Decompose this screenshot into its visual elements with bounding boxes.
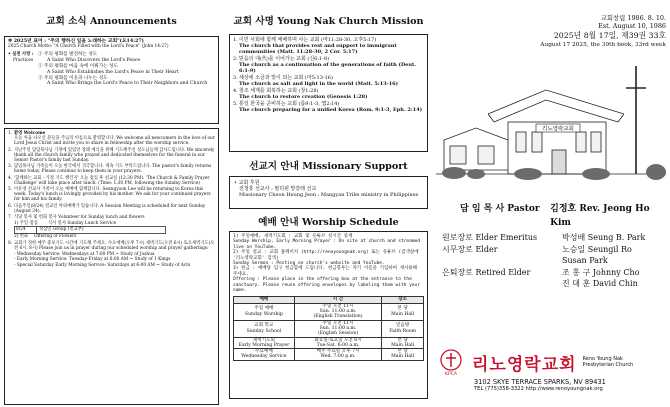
table-row: 새벽기도회 Early Morning Prayer 화요일-토요일 오전 6시 Tue-Sat. 6:00 a.m. 본 당 Main Hall xyxy=(234,337,424,349)
staff-row: 은퇴장로 Retired Elder 조 홍 구 Johnny Cho xyxy=(442,267,640,277)
church-address: 3102 SKYE TERRACE SPARKS, NV 89431 xyxy=(474,378,606,386)
volunteer-table xyxy=(8,221,215,239)
kpca-badge: KPCA xyxy=(445,372,457,376)
theme-line-en: 2025 Church Motto: "A Church Filled with the Lord's Peace" (John 14:27) xyxy=(8,44,169,50)
church-contact[interactable]: TEL (775)358-3322 http://www.renoyoungnak.org xyxy=(474,386,603,392)
practice-head: • 실천 사항 : xyxy=(8,52,34,58)
theme-box xyxy=(4,36,219,124)
practice-1-en: A Saint Who Discovers the Lord's Peace xyxy=(47,58,141,64)
announcement-list xyxy=(4,128,219,405)
practice-label: Practices xyxy=(13,57,34,63)
church-name-en: Reno Young Nak Presbyterian Church xyxy=(582,356,634,368)
roof-line xyxy=(488,90,624,114)
missionary-box: • 교회 후원 전청흥 선교사 : 필리핀 망갈레 선교 Missionary Cheon Heung Jeon : Mangyan Tribe ministry in Philippines xyxy=(229,176,428,209)
practice-2-en: A Saint Who Establishes the Lord's Peace in Their Heart xyxy=(47,69,179,75)
staff-list xyxy=(442,202,666,290)
announcement-item: 6. 다음주일(8/24) 전교인 야외예배가 있습니다. A Session Meeting is scheduled for next Sunday (August 24). xyxy=(8,203,206,214)
staff-row: 원로장로 Elder Emeritus 박성배 Seung B. Park xyxy=(442,233,646,242)
worship-notes: 1) 주일예배, 새벽기도회 : 교회 및 유튜브 실시간 중계 Sunday Worship, Early Morning Prayer : On site at church and streamed live on YouTube. 2) 주일 설교 : 교회 홈페이지 (http://renoyoungnak.org) 또는 유튜브 (검색창에 '리노영락교회' 검색) Sunday Sermon : Posting on church's website and YouTube. 3) 헌금 : 예배당 입구 헌금함에 드립니다. 헌금봉투는 자기 이름을 기입하여 재사용해 주세요. Offering : Please place in the offering box at the entrance to the sanctuary. Please reuse offering envelopes by labeling them with your name. xyxy=(233,234,420,294)
building-sign: 리노영락교회 xyxy=(542,126,574,133)
mission-item: 1. 이민 사회에 함께 예배하며 사는 교회 (마11:28-30, 고후5:17) The church that provides rest and support to immigrant communities (Matt. 11:28-30, 2 Cor. 5:17) xyxy=(233,37,397,55)
cover-column xyxy=(436,0,666,392)
col-place: 장소 xyxy=(382,297,424,303)
missionary-title: 선교지 안내 Missionary Support xyxy=(249,161,408,172)
worship-title: 예배 안내 Worship Schedule xyxy=(258,217,399,228)
theme-line-ko: 2025년 표어 : "주의 행하신 일을 노래하는 교회"(요14:27) xyxy=(13,38,144,44)
volunteer-row: 8/24 정삼연 Group (친교부) xyxy=(14,226,166,233)
issue-date-ko: 2025년 8월 17일, 제39권 33호 xyxy=(553,31,666,40)
col-service: 예배 xyxy=(234,297,295,303)
table-row: 교회 학교 Sunday School 주일 오전 11시 Sun. 11:00 a.m. (English Session) 믿음방 Faith Room xyxy=(234,320,424,337)
announcement-item: 7. 식당 봉사 및 헌화 봉사 Volunteer for Sunday lunch and flowers xyxy=(8,215,145,221)
header-info xyxy=(436,14,666,49)
pastor-row: 담 임 목 사 Pastor 김정호 Rev. Jeong Ho Kim xyxy=(460,204,650,228)
announcement-item: 4. '함께하는 교회 - 가정 기도 챌린지' 오늘 점심 후 친교실 (12:30 PM). 'The Church & Family Prayer Challenge' will take place after lunch. (Time: 1:30 PM, following the Sunday Service) xyxy=(8,175,210,186)
practice-1-ko: ① 주의 평화를 발견하는 성도 xyxy=(38,52,98,58)
church-footer xyxy=(436,348,666,392)
worship-table xyxy=(233,296,424,360)
church-name-ko: 리노영락교회 xyxy=(472,354,577,375)
mission-item: 2. 믿음의 대(代)를 이어가는 교회 (신6:1-9) The church as a continuation of the generations of faith (Deut. 6:1-9) xyxy=(233,56,417,74)
star-icon: ✲ xyxy=(8,38,14,44)
mission-item: 5. 통일 한국을 준비하는 교회 (롬9:1-3, 엡2:14) The church preparing for a unified Korea (Rom. 9:1-3, Eph. 2:14) xyxy=(233,101,423,113)
schedule-notes: - Wednesday Service: Wednesdays at 7:00 PM ~ Study of Joshua - Early Morning Service: Tuesday-Friday at 6:00 AM ~ Study of 1 Kings - Special Saturday Early Morning Service: Saturdays at 6:00 AM ~ Study of Acts xyxy=(14,252,191,268)
mission-item: 3. 세상에 소금과 빛이 되는 교회 (마5:13-16) The church as salt and light in the world (Matt. 5:13-16) xyxy=(233,75,399,87)
announcements-title: 교회 소식 Announcements xyxy=(46,16,177,27)
middle-column xyxy=(229,0,428,399)
staff-row: 시무장로 Elder 노승일 Seungil Ro xyxy=(442,244,632,254)
announcement-item: 5. 이유경 선교사 가족이 오늘 예배에 함께합니다. Seungyoon Lee will be returning to Korea this week. Today's lunch is lovingly provided by his mother. We ask for your continued prayers for him and his family. xyxy=(8,187,211,203)
volunteer-row: 1) 주일 점심 식사 봉사 Sunday Lunch Service xyxy=(14,221,117,227)
practice-3-ko: ③ 주의 평화를 이웃과 나누는 성도 xyxy=(38,75,108,81)
col-time: 시 간 xyxy=(294,297,381,303)
founded-en: Est. August 10, 1986 xyxy=(598,22,666,30)
staff-row: 진 대 훈 David Chin xyxy=(562,279,638,288)
announcement-item: 1. 환영 Welcome 오늘 처음 나오신 분들을 주님의 이름으로 환영합니다. We welcome all newcomers in the love of our Lord Jesus Christ and invite you to share in fellowship after the worship service. xyxy=(8,131,215,147)
kpca-logo xyxy=(436,348,466,376)
staff-row: Susan Park xyxy=(562,256,608,265)
mission-item: 4. 창조 세계를 회복하는 교회 (창1:28) The church to restore creation (Genesis 1:28) xyxy=(233,88,368,100)
practice-2-ko: ② 주의 평화를 마음 속에 이뤄가는 성도 xyxy=(38,64,118,69)
mission-box xyxy=(229,34,428,152)
announcements-column xyxy=(4,0,219,405)
worship-box xyxy=(229,231,428,399)
volunteer-row: 2) 헌화 Offering of Flowers xyxy=(14,233,77,239)
table-row: 수요예배 Wednesday Service 매주 수요일 오후 7시 Wed. 7:00 p.m. 본 당 Main Hall xyxy=(234,349,424,361)
church-illustration xyxy=(436,62,666,182)
mission-title: 교회 사명 Young Nak Church Mission xyxy=(233,16,424,27)
founded-ko: 교회창립 1986. 8. 10. xyxy=(600,14,666,22)
announcement-item: 2. 지난주일 담임목사님 가정에 있었던 장례 예식을 위해 기도해주신 성도님들께 감사드립니다. We sincerely thank all the church family who prayed and dedicated themselves for the funeral in our Senior Pastor's family last Sunday. xyxy=(8,147,215,164)
practice-3-en: A Saint Who Brings the Lord's Peace to Their Neighbors and Church xyxy=(47,81,208,87)
announcement-item: 3. 담임목사님 가족들이 오늘 한국에서 귀국합니다. 계속 기도 부탁드립니다. The pastor's family returns home today. Please continue to keep them in your prayers. xyxy=(8,164,212,175)
announcement-item: 8. 교회가 정한 매주 중보기도 시간에 기도해 주세요. 수요예배(오후 7시) 새벽기도(오전 6시) 토요새벽기도(오전 6시, 8시) Please join us in prayer during our scheduled worship and prayer gatherings: xyxy=(8,240,215,252)
table-row: 주일 예배 Sunday Worship 주일 오전 11시 Sun. 11:00 a.m. (English Translation) 본 당 Main Hall xyxy=(234,303,424,320)
issue-date-en: August 17 2025, the 39th book, 33rd week xyxy=(540,41,666,48)
